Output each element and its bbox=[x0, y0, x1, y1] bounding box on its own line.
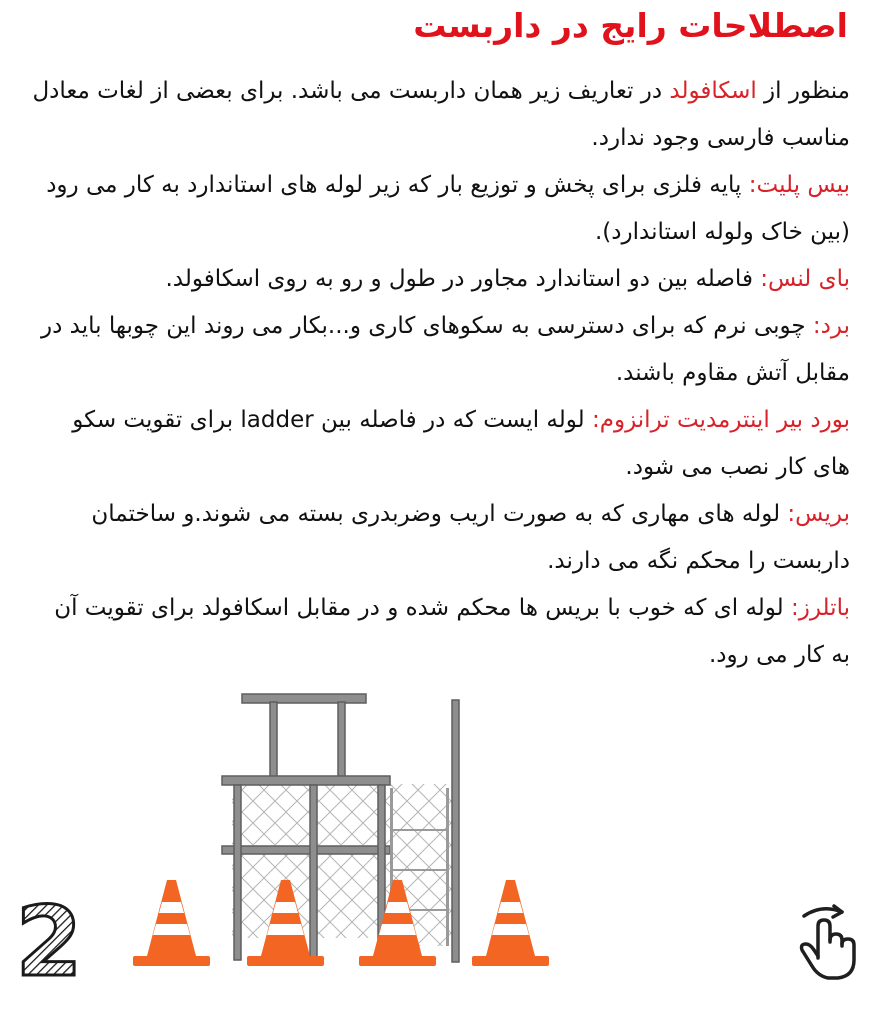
definition-board-bearer bbox=[30, 397, 850, 491]
definition-text: لوله ایست که در فاصله بین ladder برای تقویت سکو های کار نصب می شود. bbox=[72, 407, 850, 480]
definition-brace bbox=[30, 491, 850, 585]
definition-buttress bbox=[30, 585, 850, 679]
page-title: اصطلاحات رایج در داربست bbox=[413, 6, 848, 45]
swipe-hand-icon[interactable] bbox=[794, 902, 864, 982]
definition-term: بورد بیر اینترمدیت ترانزوم: bbox=[591, 407, 850, 433]
definition-term: برد: bbox=[812, 313, 850, 339]
intro-text-post: در تعاریف زیر همان داربست می باشد. برای بعضی از لغات معادل مناسب فارسی وجود ندارد. bbox=[32, 78, 850, 151]
definitions-content bbox=[30, 68, 850, 679]
definition-text: فاصله بین دو استاندارد مجاور در طول و رو به روی اسکافولد. bbox=[165, 266, 761, 292]
intro-text-pre: منظور از bbox=[756, 78, 850, 104]
definition-term: بریس: bbox=[787, 501, 850, 527]
traffic-cone bbox=[472, 880, 549, 966]
definition-text: پایه فلزی برای پخش و توزیع بار که زیر لوله های استاندارد به کار می رود (بین خاک ولوله استاندارد). bbox=[46, 172, 850, 245]
definition-text: لوله ای که خوب با بریس ها محکم شده و در مقابل اسکافولد برای تقویت آن به کار می رود. bbox=[54, 595, 850, 668]
definition-text: چوبی نرم که برای دسترسی به سکوهای کاری و...بکار می روند این چوبها باید در مقابل آتش مقاوم باشند. bbox=[41, 313, 850, 386]
definition-term: بیس پلیت: bbox=[748, 172, 850, 198]
traffic-cone bbox=[133, 880, 210, 966]
definition-board bbox=[30, 303, 850, 397]
scaffold-frame bbox=[222, 694, 459, 962]
page-number: 2 bbox=[15, 890, 83, 985]
intro-paragraph bbox=[30, 68, 850, 162]
scaffold-illustration bbox=[0, 680, 880, 1024]
page-number-badge bbox=[10, 890, 88, 985]
definition-text: لوله های مهاری که به صورت اریب وضربدری بسته می شوند.و ساختمان داربست را محکم نگه می دارند. bbox=[91, 501, 850, 574]
definition-base-plate bbox=[30, 162, 850, 256]
definition-term: باتلرز: bbox=[791, 595, 850, 621]
definition-bay-length bbox=[30, 256, 850, 303]
definition-term: بای لنس: bbox=[760, 266, 850, 292]
intro-term: اسکافولد bbox=[669, 78, 757, 104]
